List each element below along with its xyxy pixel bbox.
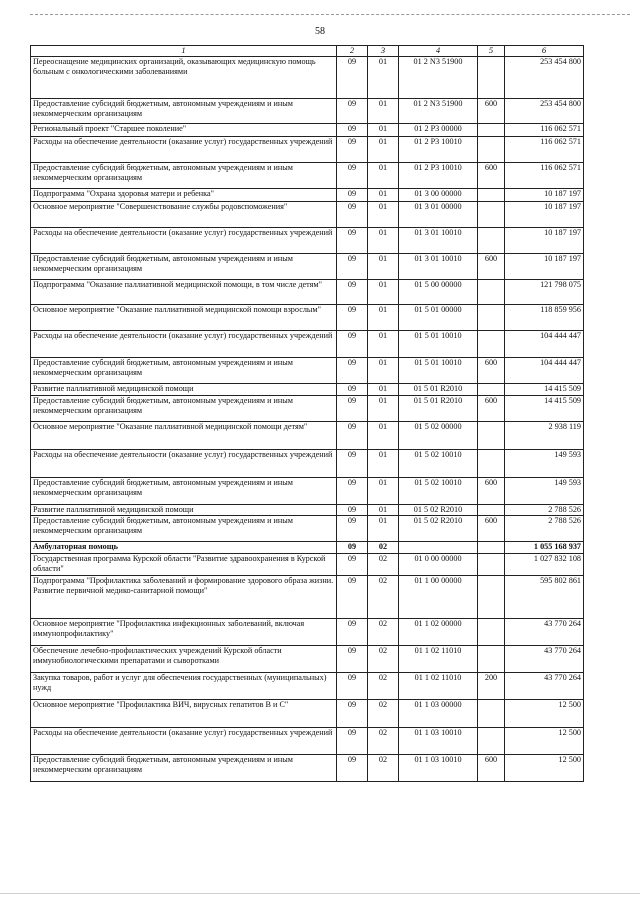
row-target-code-cell: 01 5 02 10010	[399, 450, 478, 478]
row-name-cell: Расходы на обеспечение деятельности (оказание услуг) государственных учреждений	[31, 450, 337, 478]
row-amount-cell: 253 454 800	[505, 57, 584, 99]
row-amount-cell: 1 027 832 108	[505, 554, 584, 576]
row-amount-cell: 10 187 197	[505, 189, 584, 202]
row-code-2-cell: 09	[337, 137, 368, 163]
row-code-2-cell: 09	[337, 189, 368, 202]
row-name-cell: Основное мероприятие "Профилактика инфекционных заболеваний, включая иммунопрофилактику"	[31, 619, 337, 646]
row-expense-type-cell: 600	[478, 396, 505, 422]
table-row	[31, 99, 584, 124]
row-code-2-cell: 09	[337, 280, 368, 305]
row-target-code-cell: 01 2 N3 51900	[399, 99, 478, 124]
row-code-3-cell: 01	[368, 163, 399, 189]
row-name-cell: Амбулаторная помощь	[31, 542, 337, 554]
row-code-3-cell: 01	[368, 516, 399, 542]
row-target-code-cell: 01 5 02 R2010	[399, 505, 478, 516]
row-expense-type-cell	[478, 202, 505, 228]
row-target-code-cell: 01 1 03 00000	[399, 700, 478, 728]
row-code-2-cell: 09	[337, 358, 368, 384]
row-code-3-cell: 02	[368, 619, 399, 646]
row-target-code-cell: 01 5 02 10010	[399, 478, 478, 505]
row-code-2-cell: 09	[337, 57, 368, 99]
table-row	[31, 619, 584, 646]
row-amount-cell: 10 187 197	[505, 254, 584, 280]
table-row	[31, 755, 584, 782]
table-row	[31, 516, 584, 542]
row-target-code-cell: 01 1 00 00000	[399, 576, 478, 619]
row-expense-type-cell	[478, 505, 505, 516]
row-code-3-cell: 01	[368, 280, 399, 305]
row-amount-cell: 43 770 264	[505, 673, 584, 700]
row-code-2-cell: 09	[337, 576, 368, 619]
row-code-3-cell: 01	[368, 124, 399, 137]
row-amount-cell: 121 798 075	[505, 280, 584, 305]
row-expense-type-cell	[478, 305, 505, 331]
row-target-code-cell: 01 5 02 00000	[399, 422, 478, 450]
row-code-2-cell: 09	[337, 728, 368, 755]
row-expense-type-cell	[478, 189, 505, 202]
table-row	[31, 673, 584, 700]
row-amount-cell: 12 500	[505, 755, 584, 782]
header-col-4: 4	[399, 46, 478, 57]
header-col-6: 6	[505, 46, 584, 57]
row-amount-cell: 12 500	[505, 700, 584, 728]
row-code-2-cell: 09	[337, 554, 368, 576]
row-amount-cell: 116 062 571	[505, 124, 584, 137]
row-code-2-cell: 09	[337, 163, 368, 189]
row-code-2-cell: 09	[337, 228, 368, 254]
row-expense-type-cell	[478, 646, 505, 673]
row-amount-cell: 14 415 509	[505, 396, 584, 422]
row-target-code-cell: 01 3 01 10010	[399, 254, 478, 280]
row-code-3-cell: 01	[368, 189, 399, 202]
table-row	[31, 478, 584, 505]
row-code-2-cell: 09	[337, 755, 368, 782]
row-expense-type-cell	[478, 450, 505, 478]
row-name-cell: Расходы на обеспечение деятельности (оказание услуг) государственных учреждений	[31, 331, 337, 358]
table-row	[31, 228, 584, 254]
row-code-2-cell: 09	[337, 254, 368, 280]
table-row	[31, 254, 584, 280]
row-code-2-cell: 09	[337, 331, 368, 358]
table-row	[31, 728, 584, 755]
table-row	[31, 202, 584, 228]
row-expense-type-cell	[478, 280, 505, 305]
table-row	[31, 422, 584, 450]
row-code-2-cell: 09	[337, 450, 368, 478]
row-code-2-cell: 09	[337, 516, 368, 542]
row-expense-type-cell	[478, 228, 505, 254]
table-row	[31, 331, 584, 358]
row-code-2-cell: 09	[337, 700, 368, 728]
row-code-2-cell: 09	[337, 124, 368, 137]
row-amount-cell: 104 444 447	[505, 331, 584, 358]
row-code-2-cell: 09	[337, 422, 368, 450]
row-expense-type-cell	[478, 554, 505, 576]
header-col-1: 1	[31, 46, 337, 57]
row-amount-cell: 104 444 447	[505, 358, 584, 384]
row-code-2-cell: 09	[337, 396, 368, 422]
row-code-2-cell: 09	[337, 478, 368, 505]
row-name-cell: Предоставление субсидий бюджетным, автономным учреждениям и иным некоммерческим организациям	[31, 99, 337, 124]
row-target-code-cell: 01 5 01 10010	[399, 358, 478, 384]
row-code-3-cell: 01	[368, 305, 399, 331]
row-expense-type-cell	[478, 576, 505, 619]
row-amount-cell: 12 500	[505, 728, 584, 755]
row-code-3-cell: 02	[368, 673, 399, 700]
row-code-3-cell: 01	[368, 478, 399, 505]
row-amount-cell: 118 859 956	[505, 305, 584, 331]
row-amount-cell: 10 187 197	[505, 202, 584, 228]
row-target-code-cell: 01 2 P3 10010	[399, 163, 478, 189]
row-name-cell: Основное мероприятие "Оказание паллиативной медицинской помощи взрослым"	[31, 305, 337, 331]
row-expense-type-cell	[478, 124, 505, 137]
row-amount-cell: 2 938 119	[505, 422, 584, 450]
row-code-3-cell: 01	[368, 505, 399, 516]
row-code-3-cell: 01	[368, 396, 399, 422]
row-target-code-cell: 01 1 03 10010	[399, 728, 478, 755]
row-code-3-cell: 01	[368, 450, 399, 478]
row-expense-type-cell	[478, 331, 505, 358]
row-expense-type-cell: 600	[478, 358, 505, 384]
row-expense-type-cell	[478, 700, 505, 728]
row-name-cell: Закупка товаров, работ и услуг для обеспечения государственных (муниципальных) нужд	[31, 673, 337, 700]
row-amount-cell: 149 593	[505, 478, 584, 505]
row-amount-cell: 595 802 861	[505, 576, 584, 619]
table-row	[31, 542, 584, 554]
row-target-code-cell: 01 3 00 00000	[399, 189, 478, 202]
row-name-cell: Расходы на обеспечение деятельности (оказание услуг) государственных учреждений	[31, 228, 337, 254]
row-target-code-cell: 01 5 00 00000	[399, 280, 478, 305]
row-amount-cell: 116 062 571	[505, 163, 584, 189]
row-target-code-cell: 01 1 02 11010	[399, 646, 478, 673]
row-target-code-cell: 01 1 02 00000	[399, 619, 478, 646]
row-code-2-cell: 09	[337, 384, 368, 396]
row-expense-type-cell	[478, 384, 505, 396]
row-name-cell: Подпрограмма "Оказание паллиативной медицинской помощи, в том числе детям"	[31, 280, 337, 305]
table-row	[31, 576, 584, 619]
table-row	[31, 305, 584, 331]
row-name-cell: Расходы на обеспечение деятельности (оказание услуг) государственных учреждений	[31, 728, 337, 755]
table-row	[31, 163, 584, 189]
row-target-code-cell: 01 2 N3 51900	[399, 57, 478, 99]
row-code-2-cell: 09	[337, 202, 368, 228]
row-code-3-cell: 02	[368, 728, 399, 755]
row-target-code-cell: 01 2 P3 00000	[399, 124, 478, 137]
row-amount-cell: 116 062 571	[505, 137, 584, 163]
row-target-code-cell: 01 5 01 R2010	[399, 396, 478, 422]
header-col-5: 5	[478, 46, 505, 57]
table-row	[31, 505, 584, 516]
row-code-3-cell: 02	[368, 755, 399, 782]
row-expense-type-cell: 600	[478, 163, 505, 189]
row-expense-type-cell	[478, 619, 505, 646]
row-name-cell: Основное мероприятие "Совершенствование службы родовспоможения"	[31, 202, 337, 228]
row-code-3-cell: 02	[368, 576, 399, 619]
row-name-cell: Подпрограмма "Профилактика заболеваний и формирование здорового образа жизни. Развитие первичной медико-санитарной помощи"	[31, 576, 337, 619]
row-target-code-cell: 01 5 01 10010	[399, 331, 478, 358]
row-code-2-cell: 09	[337, 619, 368, 646]
table-body	[31, 57, 584, 782]
row-code-3-cell: 01	[368, 358, 399, 384]
row-target-code-cell: 01 3 01 10010	[399, 228, 478, 254]
row-target-code-cell: 01 5 01 R2010	[399, 384, 478, 396]
row-code-3-cell: 01	[368, 422, 399, 450]
row-code-2-cell: 09	[337, 542, 368, 554]
row-name-cell: Предоставление субсидий бюджетным, автономным учреждениям и иным некоммерческим организациям	[31, 396, 337, 422]
row-amount-cell: 14 415 509	[505, 384, 584, 396]
row-code-3-cell: 01	[368, 384, 399, 396]
row-code-3-cell: 02	[368, 646, 399, 673]
row-code-3-cell: 01	[368, 99, 399, 124]
table-row	[31, 384, 584, 396]
row-amount-cell: 43 770 264	[505, 646, 584, 673]
table-row	[31, 554, 584, 576]
row-code-2-cell: 09	[337, 505, 368, 516]
row-code-3-cell: 02	[368, 554, 399, 576]
row-name-cell: Обеспечение лечебно-профилактических учреждений Курской области иммунобиологическими препаратами и сыворотками	[31, 646, 337, 673]
row-code-3-cell: 02	[368, 700, 399, 728]
row-name-cell: Предоставление субсидий бюджетным, автономным учреждениям и иным некоммерческим организациям	[31, 163, 337, 189]
table-row	[31, 137, 584, 163]
header-col-2: 2	[337, 46, 368, 57]
row-expense-type-cell	[478, 57, 505, 99]
row-expense-type-cell	[478, 422, 505, 450]
row-target-code-cell: 01 1 03 10010	[399, 755, 478, 782]
row-code-3-cell: 01	[368, 202, 399, 228]
header-col-3: 3	[368, 46, 399, 57]
row-name-cell: Предоставление субсидий бюджетным, автономным учреждениям и иным некоммерческим организациям	[31, 755, 337, 782]
row-code-3-cell: 01	[368, 57, 399, 99]
row-name-cell: Подпрограмма "Охрана здоровья матери и ребенка"	[31, 189, 337, 202]
row-name-cell: Предоставление субсидий бюджетным, автономным учреждениям и иным некоммерческим организациям	[31, 254, 337, 280]
row-name-cell: Предоставление субсидий бюджетным, автономным учреждениям и иным некоммерческим организациям	[31, 478, 337, 505]
row-expense-type-cell	[478, 728, 505, 755]
row-expense-type-cell: 600	[478, 478, 505, 505]
row-amount-cell: 1 055 168 937	[505, 542, 584, 554]
row-name-cell: Переоснащение медицинских организаций, оказывающих медицинскую помощь больным с онкологическими заболеваниями	[31, 57, 337, 99]
row-name-cell: Основное мероприятие "Оказание паллиативной медицинской помощи детям"	[31, 422, 337, 450]
row-amount-cell: 253 454 800	[505, 99, 584, 124]
row-name-cell: Расходы на обеспечение деятельности (оказание услуг) государственных учреждений	[31, 137, 337, 163]
row-target-code-cell: 01 3 01 00000	[399, 202, 478, 228]
row-name-cell: Государственная программа Курской области "Развитие здравоохранения в Курской области"	[31, 554, 337, 576]
bottom-border-line	[0, 893, 640, 894]
row-expense-type-cell: 600	[478, 99, 505, 124]
row-code-3-cell: 01	[368, 228, 399, 254]
row-name-cell: Развитие паллиативной медицинской помощи	[31, 505, 337, 516]
row-target-code-cell: 01 1 02 11010	[399, 673, 478, 700]
top-border-line	[30, 14, 630, 15]
row-code-2-cell: 09	[337, 646, 368, 673]
row-target-code-cell	[399, 542, 478, 554]
row-target-code-cell: 01 2 P3 10010	[399, 137, 478, 163]
table-row	[31, 280, 584, 305]
table-row	[31, 358, 584, 384]
row-amount-cell: 43 770 264	[505, 619, 584, 646]
table-header-row	[31, 46, 584, 57]
page-number: 58	[315, 26, 325, 37]
table-row	[31, 189, 584, 202]
row-target-code-cell: 01 5 01 00000	[399, 305, 478, 331]
row-name-cell: Региональный проект "Старшее поколение"	[31, 124, 337, 137]
row-expense-type-cell	[478, 542, 505, 554]
table-row	[31, 124, 584, 137]
row-code-2-cell: 09	[337, 99, 368, 124]
row-target-code-cell: 01 0 00 00000	[399, 554, 478, 576]
row-expense-type-cell: 600	[478, 516, 505, 542]
table-row	[31, 646, 584, 673]
row-code-2-cell: 09	[337, 673, 368, 700]
budget-table	[30, 45, 584, 782]
table-row	[31, 57, 584, 99]
row-amount-cell: 149 593	[505, 450, 584, 478]
row-name-cell: Основное мероприятие "Профилактика ВИЧ, вирусных гепатитов В и С"	[31, 700, 337, 728]
row-name-cell: Предоставление субсидий бюджетным, автономным учреждениям и иным некоммерческим организациям	[31, 358, 337, 384]
row-expense-type-cell: 600	[478, 755, 505, 782]
row-expense-type-cell: 600	[478, 254, 505, 280]
table-row	[31, 700, 584, 728]
row-name-cell: Предоставление субсидий бюджетным, автономным учреждениям и иным некоммерческим организациям	[31, 516, 337, 542]
table-row	[31, 450, 584, 478]
row-code-3-cell: 01	[368, 254, 399, 280]
row-expense-type-cell	[478, 137, 505, 163]
row-code-2-cell: 09	[337, 305, 368, 331]
table-row	[31, 396, 584, 422]
row-amount-cell: 10 187 197	[505, 228, 584, 254]
row-target-code-cell: 01 5 02 R2010	[399, 516, 478, 542]
row-amount-cell: 2 788 526	[505, 516, 584, 542]
row-code-3-cell: 01	[368, 331, 399, 358]
row-amount-cell: 2 788 526	[505, 505, 584, 516]
row-code-3-cell: 01	[368, 137, 399, 163]
row-name-cell: Развитие паллиативной медицинской помощи	[31, 384, 337, 396]
row-code-3-cell: 02	[368, 542, 399, 554]
row-expense-type-cell: 200	[478, 673, 505, 700]
